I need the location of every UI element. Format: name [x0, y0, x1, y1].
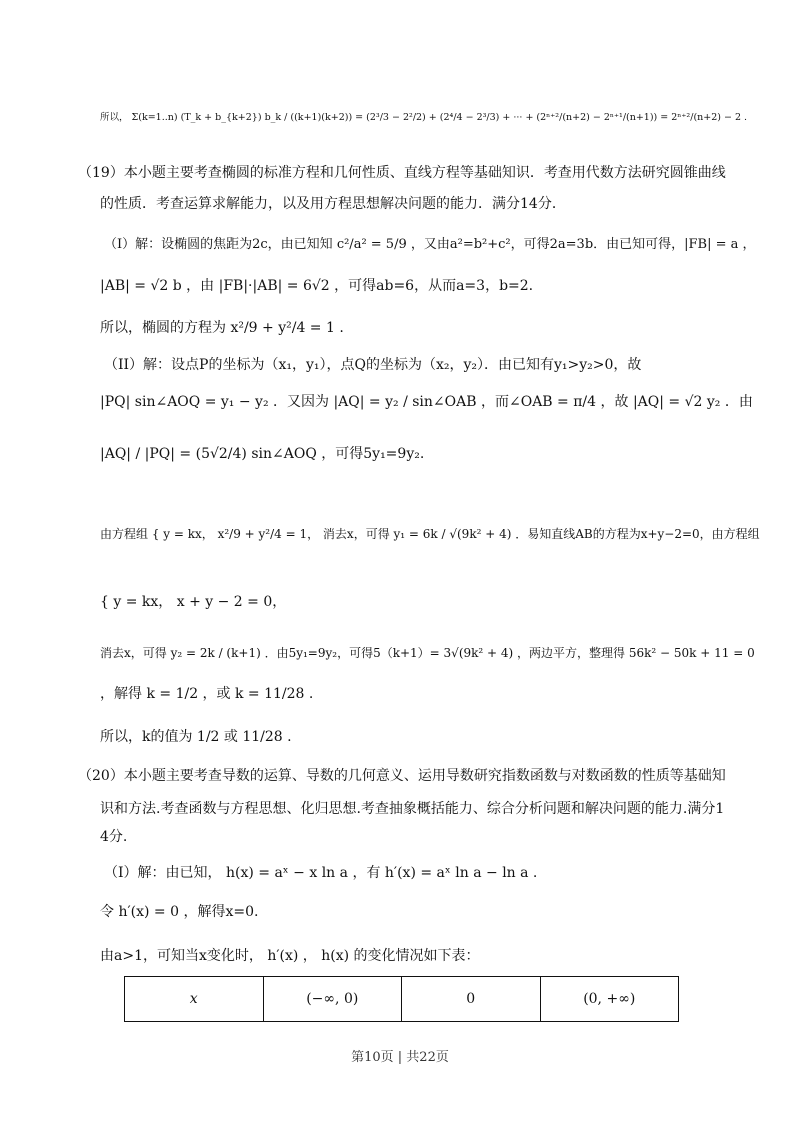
- q20-header-1: （20）本小题主要考查导数的运算、导数的几何意义、运用导数研究指数函数与对数函数的性质等基础知: [78, 768, 726, 784]
- q20-part1-line1: （I）解：由已知， h(x) = aˣ − x ln a ，有 h′(x) = aˣ ln a − ln a .: [104, 865, 538, 881]
- q19-part2-line2: |PQ| sin∠AOQ = y₁ − y₂ ．又因为 |AQ| = y₂ / sin∠OAB ，而∠OAB = π/4 ，故 |AQ| = √2 y₂ ．由: [100, 394, 753, 410]
- q19-part1-line3: 所以，椭圆的方程为 x²/9 + y²/4 = 1 .: [100, 320, 344, 336]
- table-row: [125, 977, 679, 1022]
- q19-header-2: 的性质．考查运算求解能力，以及用方程思想解决问题的能力．满分14分．: [100, 196, 566, 212]
- q19-part2-line1: （II）解：设点P的坐标为（x₁，y₁），点Q的坐标为（x₂，y₂）．由已知有y₁>y₂>0，故: [104, 357, 642, 373]
- table-cell: 0: [402, 977, 541, 1022]
- q19-part1-line2: |AB| = √2 b ，由 |FB|·|AB| = 6√2 ，可得ab=6，从而a=3，b=2.: [100, 278, 534, 294]
- sum-line: [100, 108, 747, 128]
- q20-header-2: 识和方法.考查函数与方程思想、化归思想.考查抽象概括能力、综合分析问题和解决问题的能力.满分1: [100, 801, 725, 817]
- q19-header-1: （19）本小题主要考查椭圆的标准方程和几何性质、直线方程等基础知识．考查用代数方法研究圆锥曲线: [78, 165, 726, 181]
- q19-part1-line1: （I）解：设椭圆的焦距为2c，由已知知 c²/a² = 5/9 ，又由a²=b²+c²，可得2a=3b．由已知可得，|FB| = a ，: [104, 237, 756, 252]
- variation-table: [124, 976, 679, 1022]
- sum-formula: Σ(k=1..n) (T_k + b_{k+2}) b_k / ((k+1)(k+2)) = (2³/3 − 2²/2) + (2⁴/4 − 2³/3) + ··· + (2ⁿ⁺²/(n+2) − 2ⁿ⁺¹/(n+1)) = 2ⁿ⁺²/(n+2) − 2 .: [131, 112, 748, 123]
- sum-prefix: 所以，: [100, 112, 129, 123]
- table-cell: (−∞, 0): [263, 977, 402, 1022]
- q20-header-3: 4分.: [100, 829, 128, 845]
- q19-part2-line6: 消去x，可得 y₂ = 2k / (k+1) ．由5y₁=9y₂，可得5（k+1）= 3√(9k² + 4) ，两边平方，整理得 56k² − 50k + 11 = 0: [100, 646, 755, 660]
- q19-part2-line4: 由方程组 { y = kx， x²/9 + y²/4 = 1， 消去x，可得 y₁ = 6k / √(9k² + 4) ．易知直线AB的方程为x+y−2=0，由方程组: [100, 527, 760, 541]
- q19-part2-line7: ，解得 k = 1/2 ，或 k = 11/28 .: [100, 686, 314, 702]
- page-footer: 第10页 | 共22页: [351, 1050, 449, 1065]
- q19-part2-line5: { y = kx， x + y − 2 = 0，: [100, 594, 287, 610]
- table-cell: (0, +∞): [540, 977, 679, 1022]
- q20-part1-line3: 由a>1，可知当x变化时， h′(x) ， h(x) 的变化情况如下表：: [100, 948, 480, 964]
- q19-part2-line3: |AQ| / |PQ| = (5√2/4) sin∠AOQ ，可得5y₁=9y₂.: [100, 446, 425, 462]
- q19-part2-line8: 所以，k的值为 1/2 或 11/28 .: [100, 729, 292, 745]
- table-cell: x: [125, 977, 264, 1022]
- q20-part1-line2: 令 h′(x) = 0 ，解得x=0.: [100, 904, 259, 920]
